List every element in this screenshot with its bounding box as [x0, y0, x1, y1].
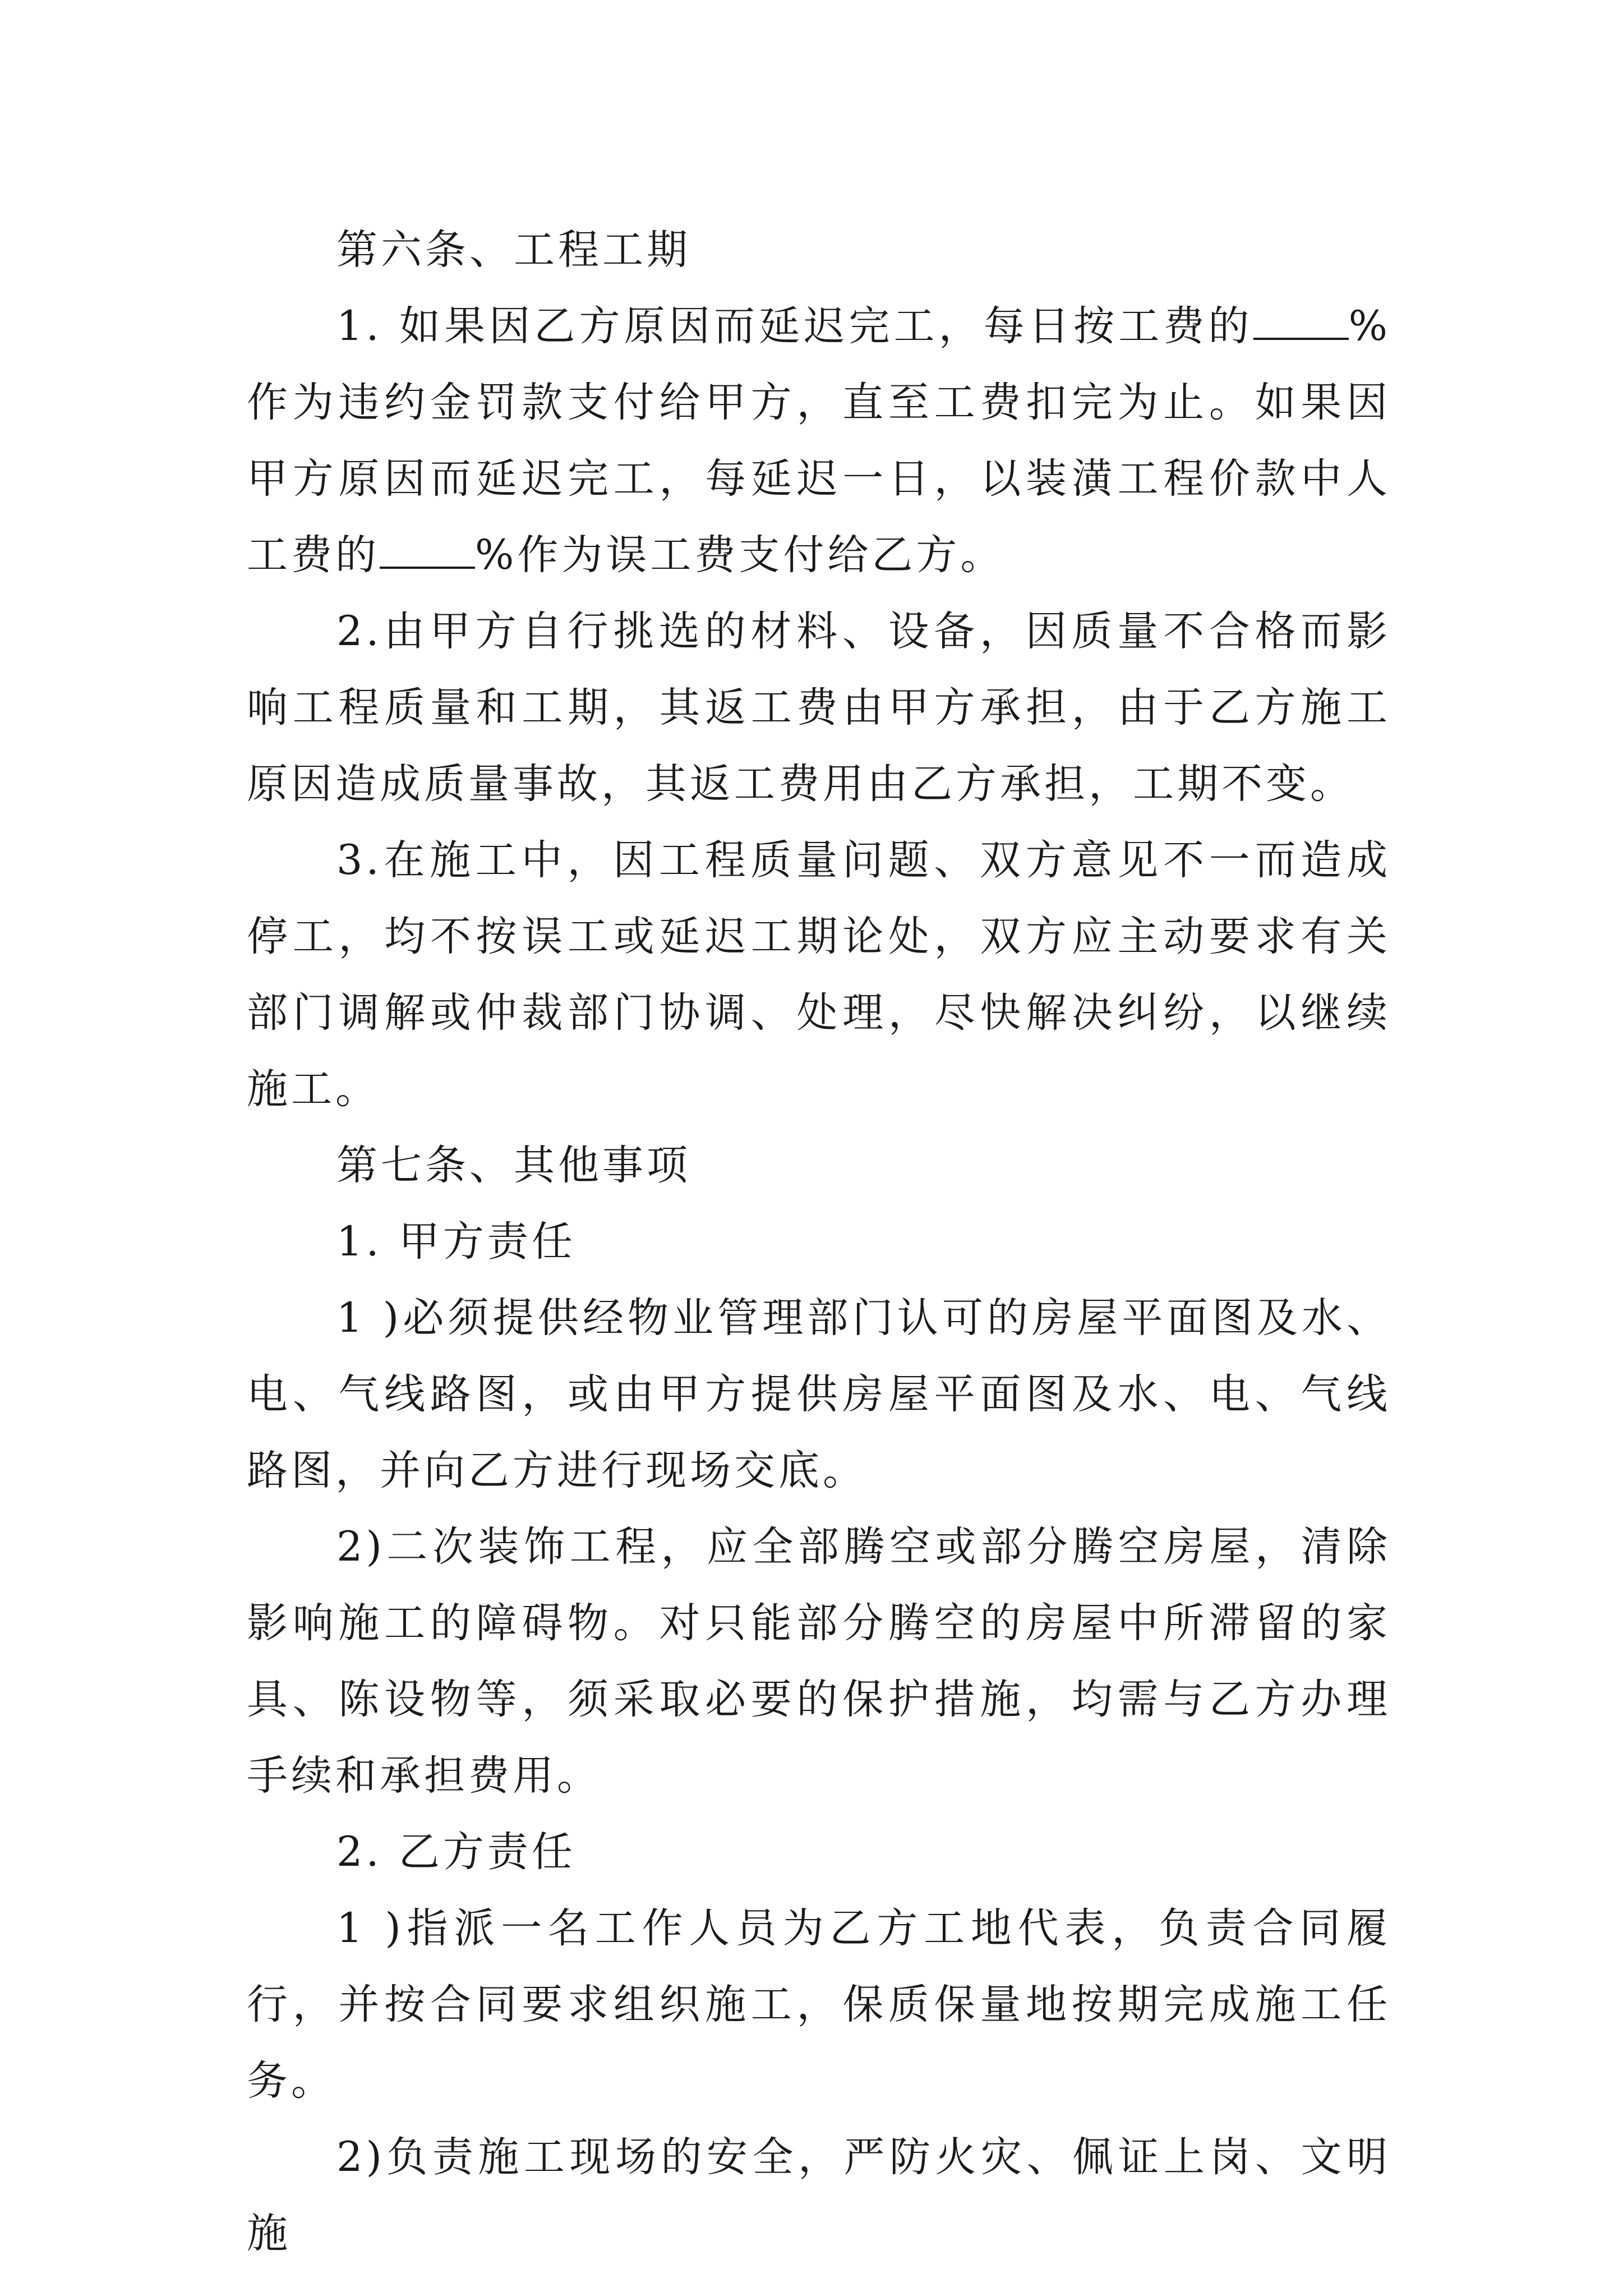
party-b-duties-title: 2. 乙方责任	[336, 1828, 576, 1876]
clause-1-text-a: 1. 如果因乙方原因而延迟完工，每日按工费的	[336, 302, 1253, 350]
party-a-duty-1: 1 )必须提供经物业管理部门认可的房屋平面图及水、电、气线路图，或由甲方提供房屋平面图及水、电、气线路图，并向乙方进行现场交底。	[247, 1294, 1391, 1494]
article-6-clause-1	[247, 288, 1391, 593]
article-6-clause-3: 3.在施工中，因工程质量问题、双方意见不一而造成停工，均不按误工或延迟工期论处，双方应主动要求有关部门调解或仲裁部门协调、处理，尽快解决纠纷，以继续施工。	[247, 836, 1391, 1113]
clause-1-text-b: %作为违约金罚款支付给甲方，直至工费扣完为止。如果因甲方原因而延迟完工，每延迟一日，以装潢工程价款中人工费的	[247, 302, 1391, 579]
document-page	[247, 212, 1391, 2272]
party-a-duties-title: 1. 甲方责任	[336, 1218, 576, 1266]
blank-field-delay-rate	[380, 533, 475, 569]
clause-1-text-c: %作为误工费支付给乙方。	[475, 531, 1005, 579]
party-a-duty-2: 2)二次装饰工程，应全部腾空或部分腾空房屋，清除影响施工的障碍物。对只能部分腾空的房屋中所滞留的家具、陈设物等，须采取必要的保护措施，均需与乙方办理手续和承担费用。	[247, 1523, 1391, 1800]
article-7-title: 第七条、其他事项	[336, 1142, 691, 1189]
party-b-duty-1: 1 )指派一名工作人员为乙方工地代表，负责合同履行，并按合同要求组织施工，保质保量地按期完成施工任务。	[247, 1904, 1391, 2105]
blank-field-penalty-rate	[1253, 304, 1349, 340]
article-6-title: 第六条、工程工期	[336, 226, 691, 274]
article-6-clause-2: 2.由甲方自行挑选的材料、设备，因质量不合格而影响工程质量和工期，其返工费由甲方承担，由于乙方施工原因造成质量事故，其返工费用由乙方承担，工期不变。	[247, 608, 1391, 808]
party-b-duty-2: 2)负责施工现场的安全，严防火灾、佩证上岗、文明施	[247, 2133, 1391, 2257]
